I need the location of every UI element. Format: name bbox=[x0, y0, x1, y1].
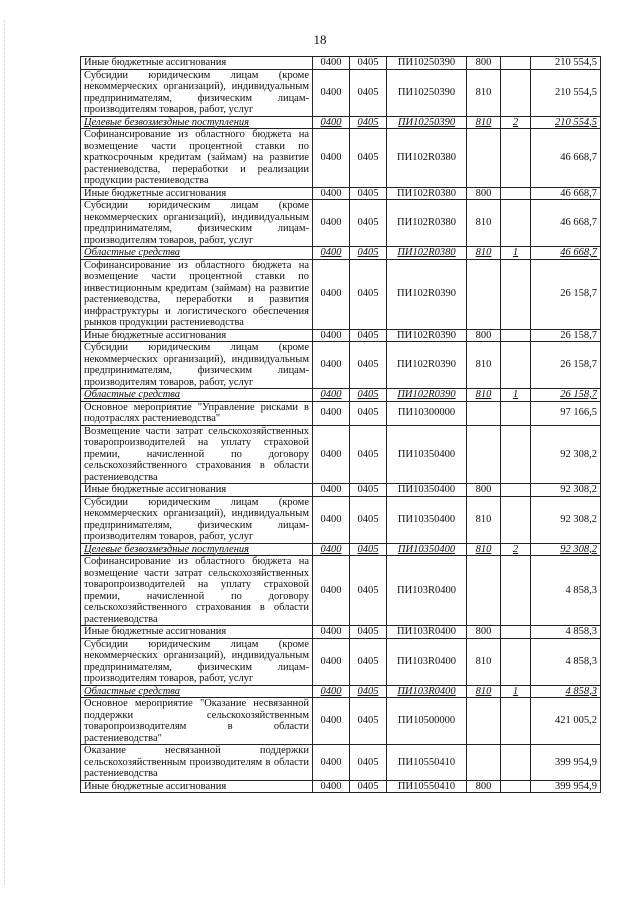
target-article-cell: ПИ103R0400 bbox=[387, 556, 467, 626]
target-article-cell: ПИ102R0390 bbox=[387, 329, 467, 342]
subsection-code-cell: 0405 bbox=[350, 342, 387, 389]
expense-type-cell: 810 bbox=[467, 496, 501, 543]
row-name-cell: Областные средства bbox=[81, 685, 313, 698]
funding-source-cell: 2 bbox=[501, 543, 531, 556]
budget-table bbox=[80, 56, 601, 793]
section-code-cell: 0400 bbox=[313, 556, 350, 626]
target-article-cell: ПИ10550410 bbox=[387, 780, 467, 793]
section-code-cell: 0400 bbox=[313, 698, 350, 745]
target-article-cell: ПИ10250390 bbox=[387, 57, 467, 70]
amount-cell: 46 668,7 bbox=[531, 200, 601, 247]
row-name-cell: Субсидии юридическим лицам (кроме некоммерческих организаций), индивидуальным предпринимателям, физическим лицам-производителям товаров, работ, услуг bbox=[81, 342, 313, 389]
row-name-cell: Субсидии юридическим лицам (кроме некоммерческих организаций), индивидуальным предпринимателям, физическим лицам-производителям товаров, работ, услуг bbox=[81, 638, 313, 685]
table-row bbox=[81, 745, 601, 781]
row-name-cell: Субсидии юридическим лицам (кроме некоммерческих организаций), индивидуальным предпринимателям, физическим лицам-производителям товаров, работ, услуг bbox=[81, 200, 313, 247]
funding-source-cell bbox=[501, 69, 531, 116]
section-code-cell: 0400 bbox=[313, 484, 350, 497]
section-code-cell: 0400 bbox=[313, 116, 350, 129]
target-article-cell: ПИ102R0380 bbox=[387, 247, 467, 260]
funding-source-cell: 1 bbox=[501, 685, 531, 698]
expense-type-cell: 810 bbox=[467, 389, 501, 402]
section-code-cell: 0400 bbox=[313, 389, 350, 402]
table-row bbox=[81, 187, 601, 200]
target-article-cell: ПИ103R0400 bbox=[387, 685, 467, 698]
amount-cell: 46 668,7 bbox=[531, 187, 601, 200]
row-name-cell: Иные бюджетные ассигнования bbox=[81, 626, 313, 639]
section-code-cell: 0400 bbox=[313, 247, 350, 260]
amount-cell: 92 308,2 bbox=[531, 543, 601, 556]
target-article-cell: ПИ10350400 bbox=[387, 543, 467, 556]
amount-cell: 92 308,2 bbox=[531, 484, 601, 497]
amount-cell: 399 954,9 bbox=[531, 745, 601, 781]
expense-type-cell: 800 bbox=[467, 484, 501, 497]
row-name-cell: Иные бюджетные ассигнования bbox=[81, 187, 313, 200]
section-code-cell: 0400 bbox=[313, 626, 350, 639]
funding-source-cell bbox=[501, 129, 531, 188]
section-code-cell: 0400 bbox=[313, 342, 350, 389]
table-row bbox=[81, 425, 601, 484]
subsection-code-cell: 0405 bbox=[350, 57, 387, 70]
funding-source-cell bbox=[501, 401, 531, 425]
table-row bbox=[81, 57, 601, 70]
section-code-cell: 0400 bbox=[313, 259, 350, 329]
funding-source-cell bbox=[501, 342, 531, 389]
row-name-cell: Целевые безвозмездные поступления bbox=[81, 116, 313, 129]
section-code-cell: 0400 bbox=[313, 200, 350, 247]
row-name-cell: Целевые безвозмездные поступления bbox=[81, 543, 313, 556]
section-code-cell: 0400 bbox=[313, 57, 350, 70]
expense-type-cell bbox=[467, 745, 501, 781]
amount-cell: 210 554,5 bbox=[531, 69, 601, 116]
subsection-code-cell: 0405 bbox=[350, 200, 387, 247]
table-row bbox=[81, 69, 601, 116]
amount-cell: 26 158,7 bbox=[531, 342, 601, 389]
funding-source-cell bbox=[501, 638, 531, 685]
target-article-cell: ПИ10350400 bbox=[387, 484, 467, 497]
subsection-code-cell: 0405 bbox=[350, 745, 387, 781]
expense-type-cell bbox=[467, 401, 501, 425]
expense-type-cell: 800 bbox=[467, 329, 501, 342]
row-name-cell: Субсидии юридическим лицам (кроме некоммерческих организаций), индивидуальным предпринимателям, физическим лицам-производителям товаров, работ, услуг bbox=[81, 496, 313, 543]
funding-source-cell bbox=[501, 329, 531, 342]
funding-source-cell bbox=[501, 200, 531, 247]
target-article-cell: ПИ103R0400 bbox=[387, 626, 467, 639]
target-article-cell: ПИ10350400 bbox=[387, 425, 467, 484]
target-article-cell: ПИ102R0380 bbox=[387, 129, 467, 188]
expense-type-cell bbox=[467, 425, 501, 484]
expense-type-cell: 810 bbox=[467, 200, 501, 247]
funding-source-cell: 1 bbox=[501, 389, 531, 402]
amount-cell: 4 858,3 bbox=[531, 638, 601, 685]
expense-type-cell: 810 bbox=[467, 116, 501, 129]
row-name-cell: Софинансирование из областного бюджета на возмещение части затрат сельскохозяйственных товаропроизводителей на уплату страховой премии, начисленной по договору сельскохозяйственного страхования в области растениеводства bbox=[81, 556, 313, 626]
section-code-cell: 0400 bbox=[313, 329, 350, 342]
section-code-cell: 0400 bbox=[313, 543, 350, 556]
funding-source-cell bbox=[501, 698, 531, 745]
table-row bbox=[81, 401, 601, 425]
amount-cell: 210 554,5 bbox=[531, 57, 601, 70]
expense-type-cell bbox=[467, 129, 501, 188]
target-article-cell: ПИ103R0400 bbox=[387, 638, 467, 685]
target-article-cell: ПИ10250390 bbox=[387, 69, 467, 116]
expense-type-cell bbox=[467, 259, 501, 329]
target-article-cell: ПИ102R0380 bbox=[387, 187, 467, 200]
expense-type-cell: 810 bbox=[467, 543, 501, 556]
subsection-code-cell: 0405 bbox=[350, 187, 387, 200]
subsection-code-cell: 0405 bbox=[350, 556, 387, 626]
expense-type-cell: 800 bbox=[467, 187, 501, 200]
expense-type-cell: 810 bbox=[467, 247, 501, 260]
row-name-cell: Иные бюджетные ассигнования bbox=[81, 329, 313, 342]
subsection-code-cell: 0405 bbox=[350, 389, 387, 402]
funding-source-cell: 1 bbox=[501, 247, 531, 260]
table-row bbox=[81, 116, 601, 129]
expense-type-cell: 810 bbox=[467, 69, 501, 116]
amount-cell: 46 668,7 bbox=[531, 247, 601, 260]
section-code-cell: 0400 bbox=[313, 780, 350, 793]
funding-source-cell bbox=[501, 626, 531, 639]
subsection-code-cell: 0405 bbox=[350, 69, 387, 116]
section-code-cell: 0400 bbox=[313, 129, 350, 188]
amount-cell: 26 158,7 bbox=[531, 329, 601, 342]
section-code-cell: 0400 bbox=[313, 496, 350, 543]
page-edge-line bbox=[4, 20, 6, 885]
table-row bbox=[81, 329, 601, 342]
amount-cell: 46 668,7 bbox=[531, 129, 601, 188]
funding-source-cell bbox=[501, 780, 531, 793]
amount-cell: 4 858,3 bbox=[531, 626, 601, 639]
funding-source-cell: 2 bbox=[501, 116, 531, 129]
funding-source-cell bbox=[501, 57, 531, 70]
table-body bbox=[81, 57, 601, 793]
subsection-code-cell: 0405 bbox=[350, 685, 387, 698]
amount-cell: 92 308,2 bbox=[531, 425, 601, 484]
subsection-code-cell: 0405 bbox=[350, 247, 387, 260]
table-row bbox=[81, 129, 601, 188]
table-row bbox=[81, 638, 601, 685]
section-code-cell: 0400 bbox=[313, 69, 350, 116]
expense-type-cell: 800 bbox=[467, 57, 501, 70]
amount-cell: 4 858,3 bbox=[531, 556, 601, 626]
subsection-code-cell: 0405 bbox=[350, 496, 387, 543]
table-row bbox=[81, 342, 601, 389]
amount-cell: 4 858,3 bbox=[531, 685, 601, 698]
funding-source-cell bbox=[501, 484, 531, 497]
target-article-cell: ПИ10300000 bbox=[387, 401, 467, 425]
amount-cell: 399 954,9 bbox=[531, 780, 601, 793]
table-row bbox=[81, 496, 601, 543]
row-name-cell: Субсидии юридическим лицам (кроме некоммерческих организаций), индивидуальным предпринимателям, физическим лицам-производителям товаров, работ, услуг bbox=[81, 69, 313, 116]
section-code-cell: 0400 bbox=[313, 425, 350, 484]
row-name-cell: Софинансирование из областного бюджета на возмещение части процентной ставки по краткосрочным кредитам (займам) на развитие растениеводства, переработки и реализации продукции растениеводства bbox=[81, 129, 313, 188]
expense-type-cell: 810 bbox=[467, 685, 501, 698]
table-row bbox=[81, 484, 601, 497]
subsection-code-cell: 0405 bbox=[350, 259, 387, 329]
row-name-cell: Областные средства bbox=[81, 247, 313, 260]
target-article-cell: ПИ102R0390 bbox=[387, 342, 467, 389]
funding-source-cell bbox=[501, 187, 531, 200]
table-row bbox=[81, 780, 601, 793]
amount-cell: 26 158,7 bbox=[531, 259, 601, 329]
subsection-code-cell: 0405 bbox=[350, 698, 387, 745]
expense-type-cell bbox=[467, 698, 501, 745]
expense-type-cell: 800 bbox=[467, 626, 501, 639]
row-name-cell: Иные бюджетные ассигнования bbox=[81, 484, 313, 497]
row-name-cell: Возмещение части затрат сельскохозяйственных товаропроизводителей на уплату страховой премии, начисленной по договору сельскохозяйственного страхования в области растениеводства bbox=[81, 425, 313, 484]
target-article-cell: ПИ102R0390 bbox=[387, 259, 467, 329]
row-name-cell: Софинансирование из областного бюджета на возмещение части процентной ставки по инвестиционным кредитам (займам) на развитие растениеводства, переработки и развития инфраструктуры и логистического обеспечения рынков продукции растениеводства bbox=[81, 259, 313, 329]
table-row bbox=[81, 556, 601, 626]
expense-type-cell: 810 bbox=[467, 638, 501, 685]
row-name-cell: Иные бюджетные ассигнования bbox=[81, 780, 313, 793]
target-article-cell: ПИ10550410 bbox=[387, 745, 467, 781]
section-code-cell: 0400 bbox=[313, 685, 350, 698]
subsection-code-cell: 0405 bbox=[350, 425, 387, 484]
subsection-code-cell: 0405 bbox=[350, 543, 387, 556]
target-article-cell: ПИ102R0380 bbox=[387, 200, 467, 247]
subsection-code-cell: 0405 bbox=[350, 116, 387, 129]
table-row bbox=[81, 259, 601, 329]
page-number: 18 bbox=[313, 32, 327, 47]
table-row bbox=[81, 626, 601, 639]
amount-cell: 421 005,2 bbox=[531, 698, 601, 745]
subsection-code-cell: 0405 bbox=[350, 638, 387, 685]
section-code-cell: 0400 bbox=[313, 638, 350, 685]
row-name-cell: Оказание несвязанной поддержки сельскохозяйственным производителям в области растениеводства bbox=[81, 745, 313, 781]
subsection-code-cell: 0405 bbox=[350, 129, 387, 188]
subsection-code-cell: 0405 bbox=[350, 484, 387, 497]
row-name-cell: Иные бюджетные ассигнования bbox=[81, 57, 313, 70]
table-row bbox=[81, 698, 601, 745]
table-row bbox=[81, 685, 601, 698]
funding-source-cell bbox=[501, 556, 531, 626]
amount-cell: 26 158,7 bbox=[531, 389, 601, 402]
row-name-cell: Основное мероприятие "Управление рисками в подотраслях растениеводства" bbox=[81, 401, 313, 425]
section-code-cell: 0400 bbox=[313, 187, 350, 200]
amount-cell: 97 166,5 bbox=[531, 401, 601, 425]
target-article-cell: ПИ10500000 bbox=[387, 698, 467, 745]
funding-source-cell bbox=[501, 745, 531, 781]
expense-type-cell bbox=[467, 556, 501, 626]
row-name-cell: Областные средства bbox=[81, 389, 313, 402]
funding-source-cell bbox=[501, 425, 531, 484]
target-article-cell: ПИ10350400 bbox=[387, 496, 467, 543]
expense-type-cell: 800 bbox=[467, 780, 501, 793]
section-code-cell: 0400 bbox=[313, 401, 350, 425]
row-name-cell: Основное мероприятие "Оказание несвязанной поддержки сельскохозяйственным товаропроизводителям в области растениеводства" bbox=[81, 698, 313, 745]
amount-cell: 92 308,2 bbox=[531, 496, 601, 543]
funding-source-cell bbox=[501, 496, 531, 543]
subsection-code-cell: 0405 bbox=[350, 780, 387, 793]
table-row bbox=[81, 247, 601, 260]
subsection-code-cell: 0405 bbox=[350, 401, 387, 425]
subsection-code-cell: 0405 bbox=[350, 626, 387, 639]
funding-source-cell bbox=[501, 259, 531, 329]
table-row bbox=[81, 389, 601, 402]
amount-cell: 210 554,5 bbox=[531, 116, 601, 129]
section-code-cell: 0400 bbox=[313, 745, 350, 781]
target-article-cell: ПИ102R0390 bbox=[387, 389, 467, 402]
target-article-cell: ПИ10250390 bbox=[387, 116, 467, 129]
table-row bbox=[81, 543, 601, 556]
table-row bbox=[81, 200, 601, 247]
subsection-code-cell: 0405 bbox=[350, 329, 387, 342]
expense-type-cell: 810 bbox=[467, 342, 501, 389]
